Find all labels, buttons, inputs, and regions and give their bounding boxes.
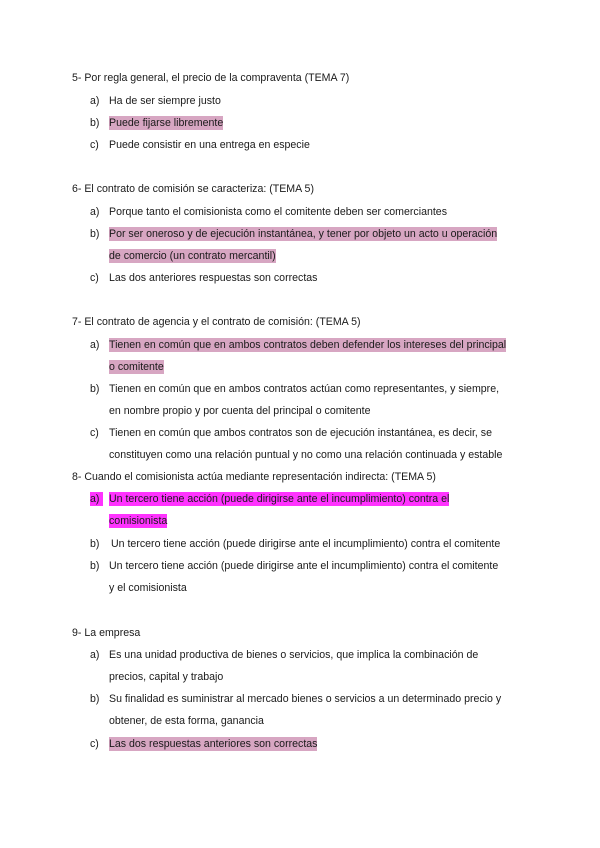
q5-option-c-marker: c) bbox=[90, 139, 99, 151]
q8-option-b-marker: b) bbox=[90, 538, 100, 550]
q8-option-b2-text-line2: y el comisionista bbox=[109, 582, 187, 594]
q9-option-a-text-line2: precios, capital y trabajo bbox=[109, 671, 224, 683]
q5-option-c-text: Puede consistir en una entrega en especie bbox=[109, 139, 310, 151]
q5-option-b-text-highlighted: Puede fijarse libremente bbox=[109, 117, 224, 129]
q7-option-b-text-line1: Tienen en común que en ambos contratos actúan como representantes, y siempre, bbox=[109, 383, 500, 395]
q7-option-a-marker: a) bbox=[90, 339, 100, 351]
q9-option-b-text-line1: Su finalidad es suministrar al mercado bienes o servicios a un determinado precio y bbox=[109, 693, 502, 705]
q9-option-b-marker: b) bbox=[90, 693, 100, 705]
q5-option-b-marker: b) bbox=[90, 117, 100, 129]
q8-option-a-text-line1-highlighted: Un tercero tiene acción (puede dirigirse ante el incumplimiento) contra el bbox=[109, 493, 450, 505]
q6-option-c-marker: c) bbox=[90, 272, 99, 284]
q8-option-b-text: Un tercero tiene acción (puede dirigirse ante el incumplimiento) contra el comitente bbox=[111, 538, 501, 550]
q7-option-a-text-line1-highlighted: Tienen en común que en ambos contratos deben defender los intereses del principal bbox=[109, 339, 507, 351]
question-6-title: 6- El contrato de comisión se caracteriza: (TEMA 5) bbox=[72, 183, 314, 195]
q7-option-c-marker: c) bbox=[90, 427, 99, 439]
q9-option-a-marker: a) bbox=[90, 649, 100, 661]
q8-option-a-text-line2-highlighted: comisionista bbox=[109, 515, 168, 527]
q6-option-a-marker: a) bbox=[90, 206, 100, 218]
question-7-title: 7- El contrato de agencia y el contrato de comisión: (TEMA 5) bbox=[72, 316, 361, 328]
q9-option-b-text-line2: obtener, de esta forma, ganancia bbox=[109, 715, 264, 727]
question-9-title: 9- La empresa bbox=[72, 627, 141, 639]
q6-option-b-marker: b) bbox=[90, 228, 100, 240]
question-5-title: 5- Por regla general, el precio de la compraventa (TEMA 7) bbox=[72, 72, 350, 84]
q6-option-a-text: Porque tanto el comisionista como el comitente deben ser comerciantes bbox=[109, 206, 447, 218]
q7-option-c-text-line1: Tienen en común que ambos contratos son de ejecución instantánea, es decir, se bbox=[109, 427, 492, 439]
q5-option-a-text: Ha de ser siempre justo bbox=[109, 95, 221, 107]
q6-option-c-text: Las dos anteriores respuestas son correctas bbox=[109, 272, 318, 284]
q7-option-b-marker: b) bbox=[90, 383, 100, 395]
q7-option-b-text-line2: en nombre propio y por cuenta del principal o comitente bbox=[109, 405, 371, 417]
q6-option-b-text-line1-highlighted: Por ser oneroso y de ejecución instantánea, y tener por objeto un acto u operación bbox=[109, 228, 498, 240]
q6-option-b-text-line2-highlighted: de comercio (un contrato mercantil) bbox=[109, 250, 276, 262]
q9-option-c-text-highlighted: Las dos respuestas anteriores son correctas bbox=[109, 738, 318, 750]
question-8-title: 8- Cuando el comisionista actúa mediante representación indirecta: (TEMA 5) bbox=[72, 471, 436, 483]
q9-option-c-marker: c) bbox=[90, 738, 99, 750]
q5-option-a-marker: a) bbox=[90, 95, 100, 107]
q8-option-b2-marker: b) bbox=[90, 560, 100, 572]
q9-option-a-text-line1: Es una unidad productiva de bienes o servicios, que implica la combinación de bbox=[109, 649, 479, 661]
q7-option-c-text-line2: constituyen como una relación puntual y no como una relación continuada y estable bbox=[109, 449, 503, 461]
q8-option-a-marker-highlighted: a) bbox=[90, 492, 103, 506]
q7-option-a-text-line2-highlighted: o comitente bbox=[109, 361, 164, 373]
q8-option-b2-text-line1: Un tercero tiene acción (puede dirigirse ante el incumplimiento) contra el comitente bbox=[109, 560, 499, 572]
